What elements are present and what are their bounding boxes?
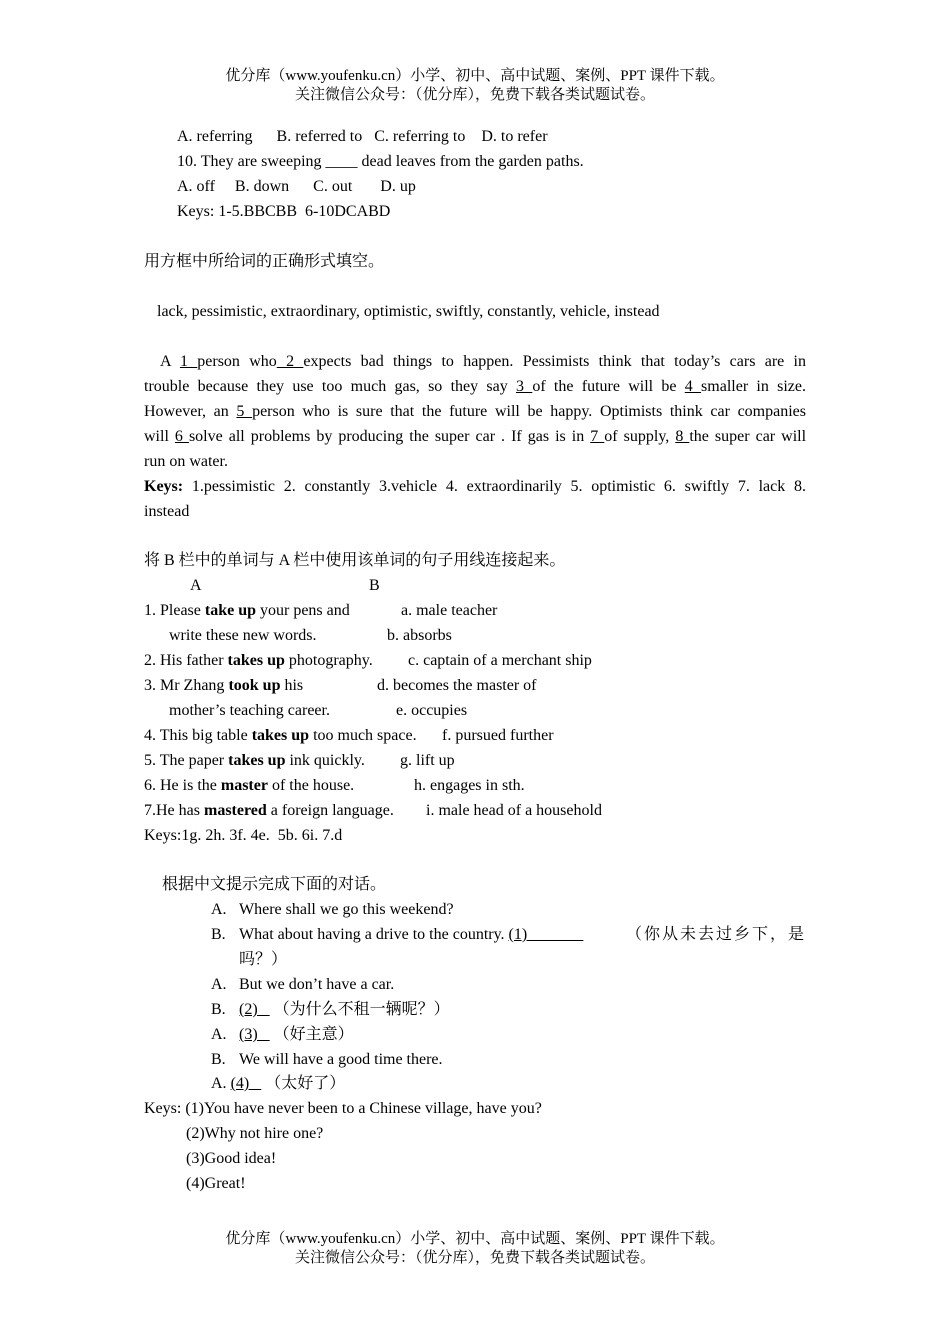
dialog-line-6: B. We will have a good time there. (211, 1051, 443, 1068)
footer-line-1: 优分库（www.youfenku.cn）小学、初中、高中试题、案例、PPT 课件下载。 (225, 1231, 725, 1247)
q10-options: A. off B. down C. out D. up (177, 178, 416, 195)
match-left-4: 4. This big table takes up too much space. (144, 727, 417, 744)
dialog-line-2: B. What about having a drive to the country. (1)_______ （你从未去过乡下，是 (211, 926, 806, 943)
dialog-title: 根据中文提示完成下面的对话。 (162, 876, 387, 893)
dialog-keys-4: (4)Great! (186, 1175, 246, 1192)
blank-4: 4 (684, 378, 702, 395)
q9-options: A. referring B. referred to C. referring to D. to refer (177, 128, 548, 145)
fill-paragraph-line-5: run on water. (144, 453, 228, 470)
match-left-3: 3. Mr Zhang took up his (144, 677, 304, 694)
blank-3: 3 (516, 378, 533, 395)
word-box: lack, pessimistic, extraordinary, optimistic, swiftly, constantly, vehicle, instead (157, 303, 660, 320)
match-right-a: a. male teacher (401, 602, 498, 619)
match-right-i: i. male head of a household (426, 802, 602, 819)
match-right-f: f. pursued further (442, 727, 554, 744)
dialog-line-1: A. Where shall we go this weekend? (211, 901, 454, 918)
choice-keys: Keys: 1-5.BBCBB 6-10DCABD (177, 203, 391, 220)
footer-line-2: 关注微信公众号：（优分库），免费下载各类试题试卷。 (294, 1250, 655, 1266)
fill-paragraph-line-4: will 6 solve all problems by producing the super car . If gas is in 7 of supply, 8 the super car will (144, 428, 807, 445)
dialog-line-3: A. But we don’t have a car. (211, 976, 395, 993)
match-left-5: 5. The paper takes up ink quickly. (144, 752, 365, 769)
match-right-e: e. occupies (396, 702, 468, 719)
match-right-b: b. absorbs (387, 627, 452, 644)
column-b-header: B (369, 577, 380, 594)
column-a-header: A (190, 577, 202, 594)
match-right-g: g. lift up (400, 752, 455, 769)
match-title: 将 B 栏中的单词与 A 栏中使用该单词的句子用线连接起来。 (144, 552, 566, 569)
blank-6: 6 (174, 428, 189, 445)
dialog-line-7: A. (4) （太好了） (211, 1075, 346, 1092)
match-left-1: 1. Please take up your pens and (144, 602, 350, 619)
q10-question: 10. They are sweeping ____ dead leaves from the garden paths. (177, 153, 584, 170)
match-right-h: h. engages in sth. (414, 777, 525, 794)
blank-2: 2 (276, 353, 304, 370)
dialog-line-5: A. (3) （好主意） (211, 1026, 354, 1043)
fill-keys-continued: instead (144, 503, 190, 520)
dialog-blank-1: (1)_______ (508, 926, 584, 943)
header-line-1: 优分库（www.youfenku.cn）小学、初中、高中试题、案例、PPT 课件下载。 (225, 68, 725, 84)
fill-paragraph-line-3: However, an 5 person who is sure that the future will be happy. Optimists think car companies (144, 403, 806, 420)
dialog-blank-2: (2) (239, 1001, 270, 1018)
blank-5: 5 (236, 403, 253, 420)
match-right-c: c. captain of a merchant ship (408, 652, 592, 669)
dialog-blank-4: (4) (230, 1075, 262, 1092)
blank-7: 7 (590, 428, 605, 445)
header-line-2: 关注微信公众号：（优分库），免费下载各类试题试卷。 (294, 87, 655, 103)
match-left-6: 6. He is the master of the house. (144, 777, 355, 794)
fill-paragraph-line-1: A 1 person who 2 expects bad things to happen. Pessimists think that today’s cars are in (160, 353, 806, 370)
match-keys: Keys:1g. 2h. 3f. 4e. 5b. 6i. 7.d (144, 827, 343, 844)
dialog-keys-2: (2)Why not hire one? (186, 1125, 324, 1142)
fill-keys: Keys: 1.pessimistic 2. constantly 3.vehicle 4. extraordinarily 5. optimistic 6. swiftly 7. lack 8. (144, 478, 806, 495)
fill-paragraph-line-2: trouble because they use too much gas, so they say 3 of the future will be 4 smaller in size. (144, 378, 807, 395)
match-left-1-cont: write these new words. (169, 627, 317, 644)
blank-1: 1 (179, 353, 198, 370)
dialog-blank-3: (3) (239, 1026, 270, 1043)
fill-title: 用方框中所给词的正确形式填空。 (144, 253, 385, 270)
match-left-2: 2. His father takes up photography. (144, 652, 373, 669)
dialog-line-4: B. (2) （为什么不租一辆呢？） (211, 1001, 450, 1018)
match-left-3-cont: mother’s teaching career. (169, 702, 330, 719)
match-right-d: d. becomes the master of (377, 677, 537, 694)
dialog-keys-3: (3)Good idea! (186, 1150, 277, 1167)
match-left-7: 7.He has mastered a foreign language. (144, 802, 394, 819)
blank-8: 8 (675, 428, 690, 445)
dialog-line-2-cont: 吗？） (239, 951, 288, 968)
dialog-keys-1: Keys: (1)You have never been to a Chinese village, have you? (144, 1100, 542, 1117)
